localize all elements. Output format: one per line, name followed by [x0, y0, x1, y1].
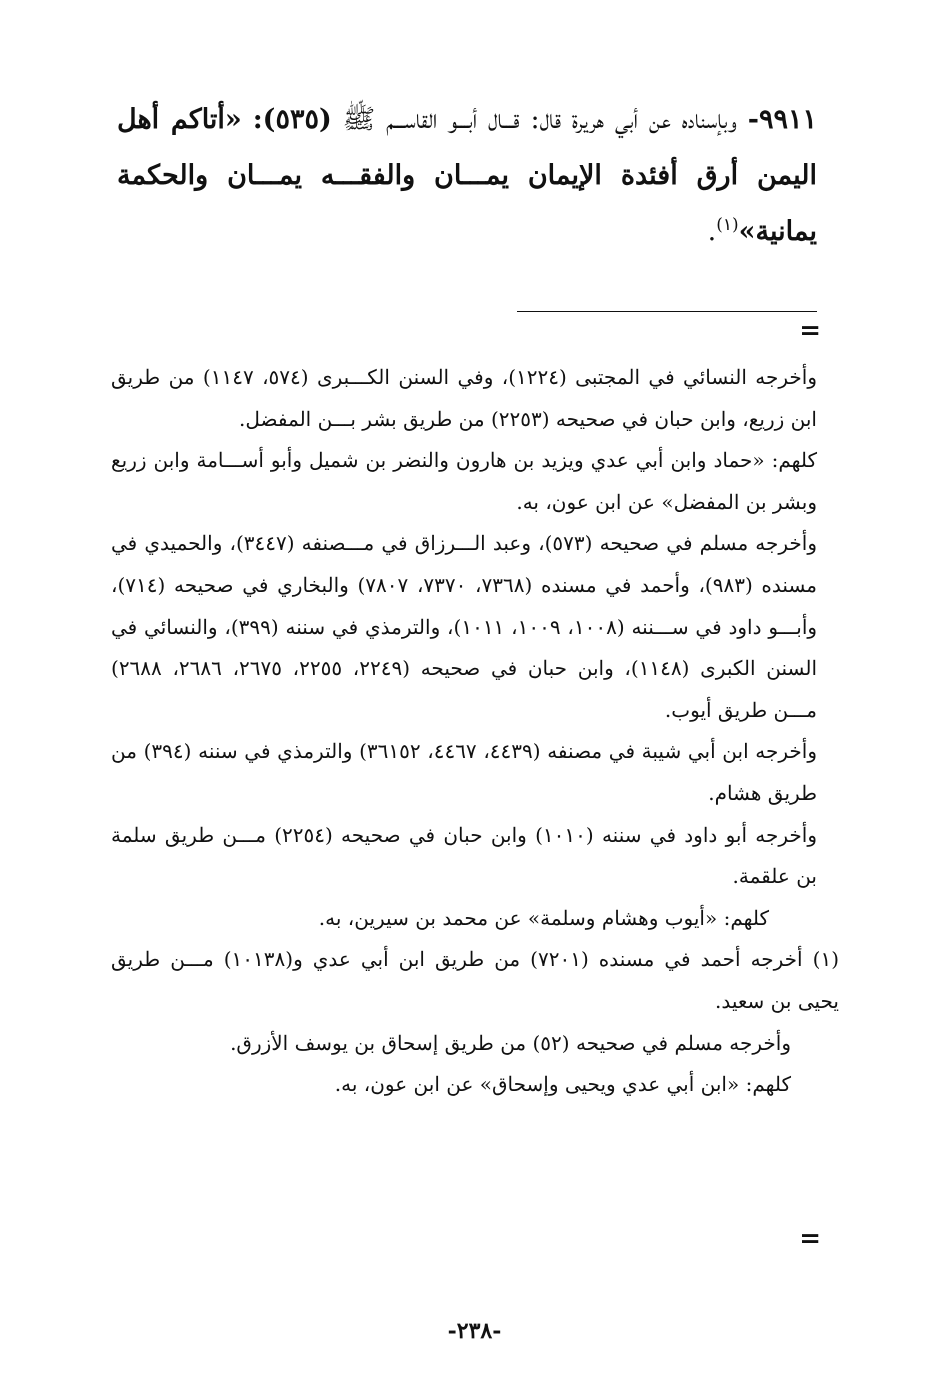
footnote-paragraph: وأخرجه النسائي في المجتبى (١٢٢٤)، وفي السنن الكـــبرى (٥٧٤، ١١٤٧) من طريق ابن زريع، وابن حبان في صحيحه (٢٢٥٣) من طريق بشر بـــن المفضل. — [111, 365, 817, 431]
hadith-ref-number: (٥٣٥): — [252, 104, 332, 135]
footnote-paragraph: وأخرجه أبو داود في سننه (١٠١٠) وابن حبان في صحيحه (٢٢٥٤) مـــن طريق سلمة بن علقمة. — [111, 822, 817, 889]
continuation-mark-top: = — [799, 316, 821, 346]
page-number: -٢٣٨- — [447, 1318, 502, 1344]
footnote-ref: (١) — [716, 215, 739, 235]
footnote-paragraph: وأخرجه ابن أبي شيبة في مصنفه (٤٤٣٩، ٤٤٦٧، ٣٦١٥٢) والترمذي في سننه (٣٩٤) من طريق هشام. — [111, 739, 818, 805]
hadith-end: . — [707, 216, 717, 247]
footnote-paragraph-indented: كلهم: «أيوب وهشام وسلمة» عن محمد بن سيرين، به. — [318, 905, 769, 930]
hadith-isnad: وبإسناده عن أبي هريرة قال: قـــال أبـــو القاســـم ﷺ — [342, 104, 737, 135]
footnote-1-sub: كلهم: «ابن أبي عدي ويحيى وإسحاق» عن ابن عون، به. — [334, 1072, 791, 1097]
footnote-1-sub: وأخرجه مسلم في صحيحه (٥٢) من طريق إسحاق بن يوسف الأزرق. — [230, 1030, 791, 1055]
footnote-1-marker: (١) — [812, 947, 839, 972]
hadith-matn: «أتاكم أهل اليمن أرق أفئدة الإيمان يمـــان والفقـــه يمـــان والحكمة يمانية» — [117, 104, 817, 247]
hadith-main-text — [117, 92, 817, 260]
footnote-paragraph: كلهم: «حماد وابن أبي عدي ويزيد بن هارون والنضر بن شميل وأبو أســـامة وابن زريع وبشر بن المفضل» عن ابن عون، به. — [111, 448, 817, 514]
footnote-paragraph: وأخرجه مسلم في صحيحه (٥٧٣)، وعبد الـــرزاق في مـــصنفه (٣٤٤٧)، والحميدي في مسنده (٩٨٣)، وأحمد في مسنده (٧٣٦٨، ٧٣٧٠، ٧٨٠٧) والبخاري في صحيحه (٧١٤)، وأبـــو داود في ســـننه (١٠٠٨، ١٠٠٩، ١٠١١)، والترمذي في سننه (٣٩٩)، والنسائي في السنن الكبرى (١١٤٨)، وابن حبان في صحيحه (٢٢٤٩، ٢٢٥٥، ٢٦٧٥، ٢٦٨٦، ٢٦٨٨) مـــن طريق أيوب. — [111, 531, 818, 722]
footnote-1 — [111, 939, 839, 1022]
footnote-separator — [517, 311, 817, 312]
hadith-number: ٩٩١١- — [747, 104, 817, 135]
footnotes-block — [111, 357, 839, 1106]
continuation-mark-bottom: = — [799, 1224, 821, 1254]
footnote-1-text: أخرجه أحمد في مسنده (٧٢٠١) من طريق ابن أبي عدي و(١٠١٣٨) مـــن طريق يحيى بن سعيد. — [111, 947, 839, 1013]
